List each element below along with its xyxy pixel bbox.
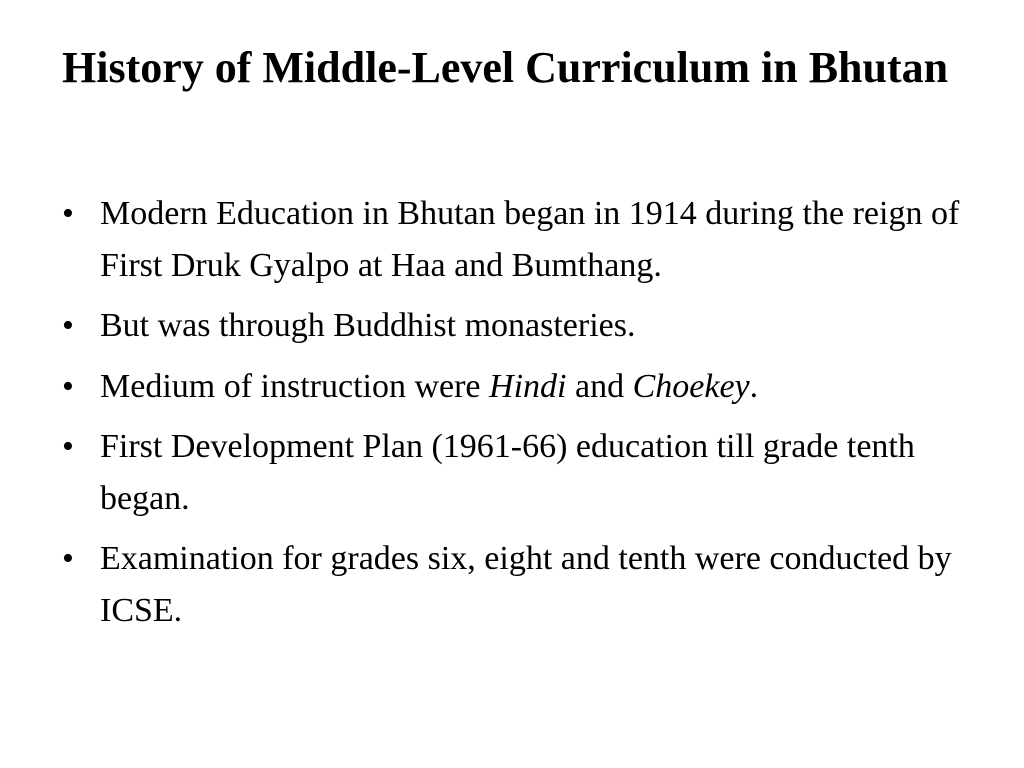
bullet-icon: • xyxy=(62,307,74,344)
bullet-text: Modern Education in Bhutan began in 1914 during the reign of First Druk Gyalpo at Haa and Bumthang. xyxy=(100,195,960,284)
bullet-text-end: . xyxy=(749,367,759,405)
bullet-text-middle: and xyxy=(566,367,633,405)
italic-term-hindi: Hindi xyxy=(489,367,567,405)
bullet-icon: • xyxy=(62,540,74,577)
bullet-item xyxy=(62,188,962,291)
bullet-text: But was through Buddhist monasteries. xyxy=(100,307,636,344)
bullet-list xyxy=(62,188,962,645)
bullet-text-start: Medium of instruction were xyxy=(100,367,490,405)
bullet-item xyxy=(62,533,962,636)
bullet-icon: • xyxy=(62,195,74,232)
bullet-item xyxy=(62,421,962,524)
bullet-text: First Development Plan (1961-66) education till grade tenth began. xyxy=(100,428,915,517)
bullet-item xyxy=(62,300,962,352)
italic-term-choekey: Choekey xyxy=(632,367,750,405)
bullet-icon: • xyxy=(62,428,74,465)
bullet-icon: • xyxy=(62,367,74,405)
slide-title: History of Middle-Level Curriculum in Bhutan xyxy=(62,43,949,92)
bullet-item xyxy=(62,361,962,413)
bullet-text: Examination for grades six, eight and tenth were conducted by ICSE. xyxy=(100,540,952,629)
